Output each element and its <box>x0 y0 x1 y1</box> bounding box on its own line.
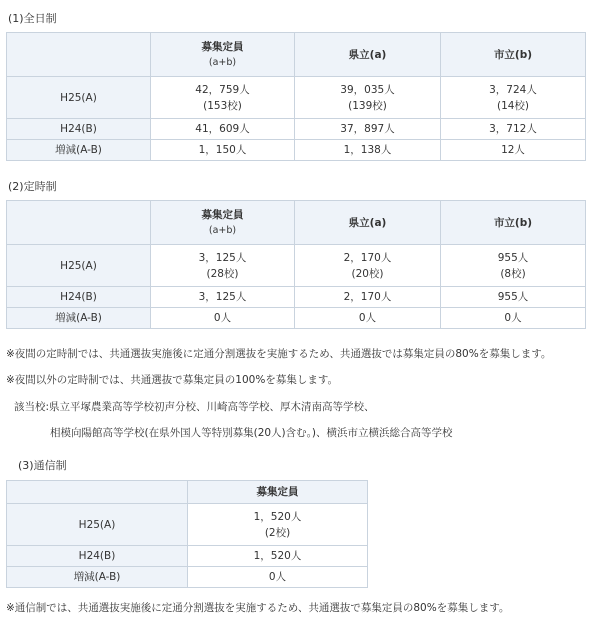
table-row <box>7 119 586 140</box>
cell-capacity: 3，125人 (28校) <box>151 245 295 287</box>
table-row <box>7 245 586 287</box>
cell-capacity: 0人 <box>188 567 368 588</box>
cell-municipal: 3，712人 <box>441 119 586 140</box>
cell-capacity: 1，520人 <box>188 546 368 567</box>
cell-prefectural: 39，035人 (139校) <box>295 77 441 119</box>
header-municipal: 市立(b) <box>441 201 586 245</box>
row-label: H25(A) <box>7 245 151 287</box>
parttime-table <box>6 200 586 329</box>
note-applicable-schools: 該当校:県立平塚農業高等学校初声分校、川崎高等学校、厚木清南高等学校、 <box>14 401 375 413</box>
note-day-parttime: ※夜間以外の定時制では、共通選抜で募集定員の100%を募集します。 <box>6 374 338 386</box>
cell-municipal: 955人 (8校) <box>441 245 586 287</box>
header-corner <box>7 201 151 245</box>
row-label: H25(A) <box>7 504 188 546</box>
row-label: 増減(A-B) <box>7 140 151 161</box>
table-row <box>7 308 586 329</box>
table-row <box>7 546 368 567</box>
cell-municipal: 12人 <box>441 140 586 161</box>
table-header-row <box>7 201 586 245</box>
cell-prefectural: 37，897人 <box>295 119 441 140</box>
row-label: H24(B) <box>7 287 151 308</box>
row-label: H25(A) <box>7 77 151 119</box>
cell-municipal: 955人 <box>441 287 586 308</box>
cell-capacity: 0人 <box>151 308 295 329</box>
header-municipal: 市立(b) <box>441 33 586 77</box>
header-corner <box>7 33 151 77</box>
header-corner <box>7 481 188 504</box>
section-title-fulltime: (1)全日制 <box>8 12 57 25</box>
note-applicable-schools-cont: 相模向陽館高等学校(在県外国人等特別募集(20人)含む。)、横浜市立横浜総合高等学校 <box>50 427 453 439</box>
table-header-row <box>7 481 368 504</box>
cell-prefectural: 2，170人 (20校) <box>295 245 441 287</box>
header-capacity: 募集定員 (a+b) <box>151 201 295 245</box>
header-prefectural: 県立(a) <box>295 33 441 77</box>
row-label: 増減(A-B) <box>7 308 151 329</box>
cell-capacity: 1，150人 <box>151 140 295 161</box>
row-label: 増減(A-B) <box>7 567 188 588</box>
section-title-parttime: (2)定時制 <box>8 180 57 193</box>
correspondence-table <box>6 480 368 588</box>
row-label: H24(B) <box>7 546 188 567</box>
cell-municipal: 3，724人 (14校) <box>441 77 586 119</box>
header-prefectural: 県立(a) <box>295 201 441 245</box>
cell-prefectural: 0人 <box>295 308 441 329</box>
cell-capacity: 42，759人 (153校) <box>151 77 295 119</box>
table-row <box>7 504 368 546</box>
cell-capacity: 3，125人 <box>151 287 295 308</box>
header-capacity: 募集定員 <box>188 481 368 504</box>
table-header-row <box>7 33 586 77</box>
cell-capacity: 41，609人 <box>151 119 295 140</box>
cell-prefectural: 2，170人 <box>295 287 441 308</box>
section-title-correspondence: (3)通信制 <box>18 459 67 472</box>
table-row <box>7 77 586 119</box>
row-label: H24(B) <box>7 119 151 140</box>
cell-capacity: 1，520人 (2校) <box>188 504 368 546</box>
table-row <box>7 567 368 588</box>
header-capacity: 募集定員 (a+b) <box>151 33 295 77</box>
table-row <box>7 287 586 308</box>
table-row <box>7 140 586 161</box>
fulltime-table <box>6 32 586 161</box>
note-correspondence: ※通信制では、共通選抜実施後に定通分割選抜を実施するため、共通選抜で募集定員の80%を募集します。 <box>6 602 510 614</box>
cell-municipal: 0人 <box>441 308 586 329</box>
note-night-parttime: ※夜間の定時制では、共通選抜実施後に定通分割選抜を実施するため、共通選抜では募集定員の80%を募集します。 <box>6 348 552 360</box>
cell-prefectural: 1，138人 <box>295 140 441 161</box>
